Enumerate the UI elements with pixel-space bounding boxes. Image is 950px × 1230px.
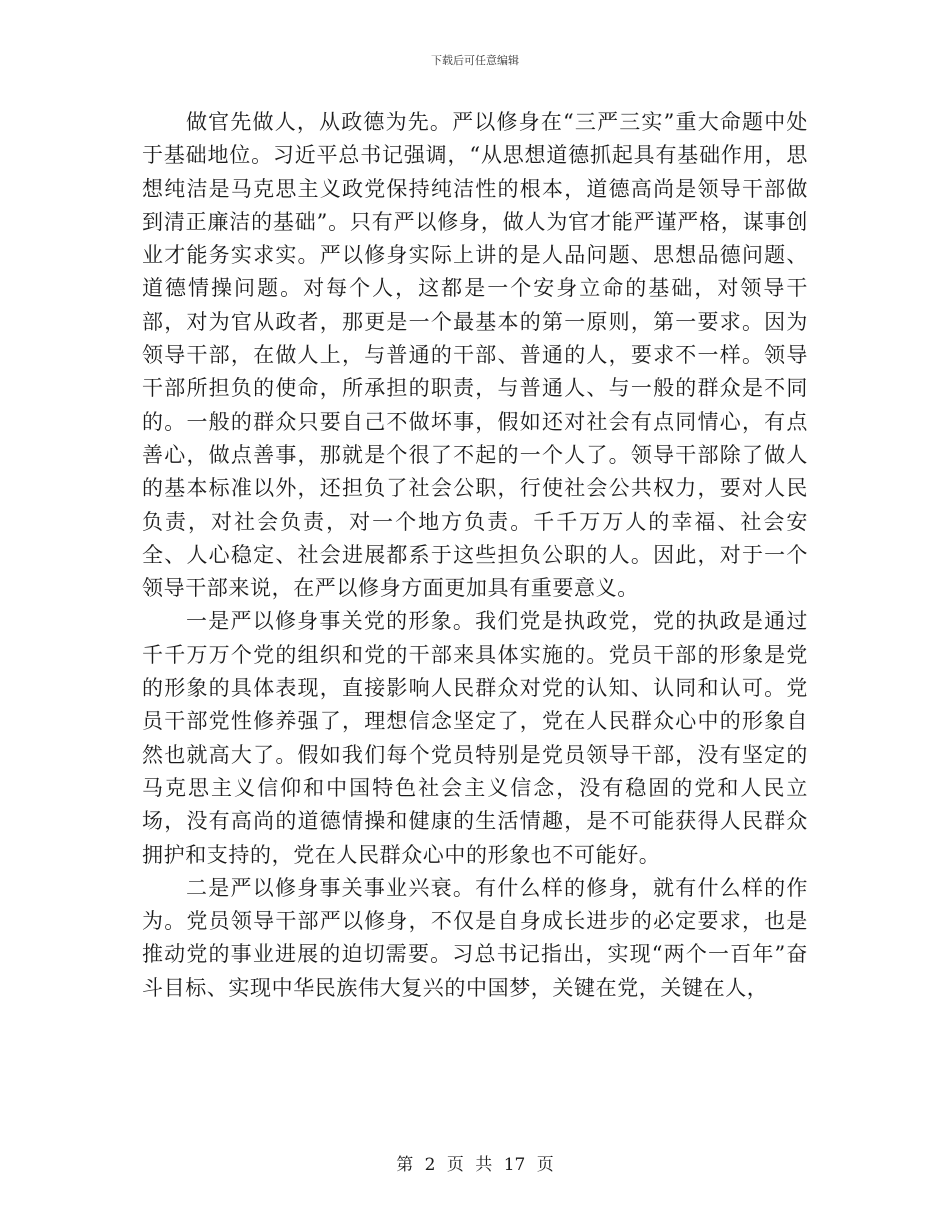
page-number-footer: 第 2 页 共 17 页: [396, 1155, 554, 1175]
paragraph-2: 一是严以修身事关党的形象。我们党是执政党，党的执政是通过千千万万个党的组织和党的干部来具体实施的。党员干部的形象是党的形象的具体表现，直接影响人民群众对党的认知、认同和认可。党员干部党性修养强了，理想信念坚定了，党在人民群众心中的形象自然也就高大了。假如我们每个党员特别是党员领导干部，没有坚定的马克思主义信仰和中国特色社会主义信念，没有稳固的党和人民立场，没有高尚的道德情操和健康的生活情趣，是不可能获得人民群众拥护和支持的，党在人民群众心中的形象也不可能好。: [142, 609, 808, 867]
paragraph-3: 二是严以修身事关事业兴衰。有什么样的修身，就有什么样的作为。党员领导干部严以修身，不仅是自身成长进步的必定要求，也是推动党的事业进展的迫切需要。习总书记指出，实现“两个一百年”奋斗目标、实现中华民族伟大复兴的中国梦，关键在党，关键在人，: [142, 875, 808, 1000]
document-body: [142, 106, 808, 1005]
page-header: 下载后可任意编辑: [431, 54, 519, 67]
paragraph-1: 做官先做人，从政德为先。严以修身在“三严三实”重大命题中处于基础地位。习近平总书记强调，“从思想道德抓起具有基础作用，思想纯洁是马克思主义政党保持纯洁性的根本，道德高尚是领导干部做到清正廉洁的基础”。只有严以修身，做人为官才能严谨严格，谋事创业才能务实求实。严以修身实际上讲的是人品问题、思想品德问题、道德情操问题。对每个人，这都是一个安身立命的基础，对领导干部，对为官从政者，那更是一个最基本的第一原则，第一要求。因为领导干部，在做人上，与普通的干部、普通的人，要求不一样。领导干部所担负的使命，所承担的职责，与普通人、与一般的群众是不同的。一般的群众只要自己不做坏事，假如还对社会有点同情心，有点善心，做点善事，那就是个很了不起的一个人了。领导干部除了做人的基本标准以外，还担负了社会公职，行使社会公共权力，要对人民负责，对社会负责，对一个地方负责。千千万万人的幸福、社会安全、人心稳定、社会进展都系于这些担负公职的人。因此，对于一个领导干部来说，在严以修身方面更加具有重要意义。: [142, 110, 808, 601]
